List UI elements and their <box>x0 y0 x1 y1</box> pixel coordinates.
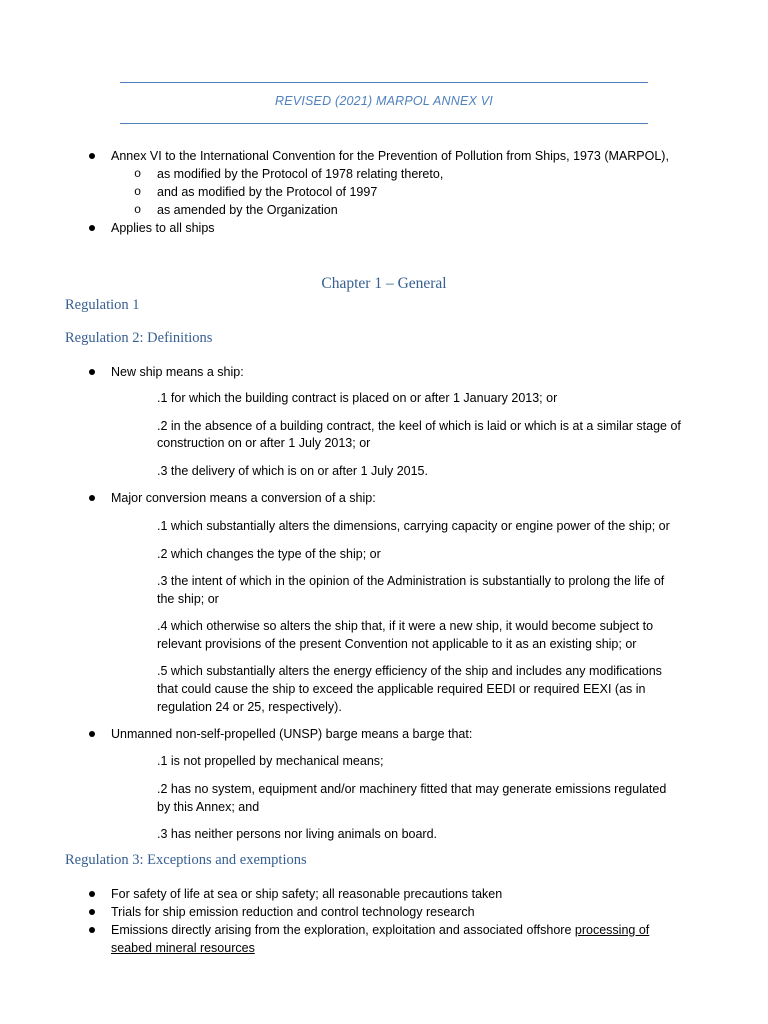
bullet-dot <box>89 153 95 159</box>
bullet-dot <box>89 909 95 915</box>
definition-item: .3 has neither persons nor living animals on board. <box>157 827 438 841</box>
bullet-dot <box>89 927 95 933</box>
definition-item: relevant provisions of the present Convention not applicable to it as an existing ship; or <box>157 637 637 651</box>
exception-item: Trials for ship emission reduction and control technology research <box>111 905 475 919</box>
definition-item: .2 in the absence of a building contract, the keel of which is laid or which is at a similar stage of <box>157 419 681 433</box>
definition-item: by this Annex; and <box>157 800 260 814</box>
sub-bullet-marker: o <box>134 185 142 199</box>
chapter-heading: Chapter 1 – General <box>321 275 447 292</box>
definition-item: .1 for which the building contract is placed on or after 1 January 2013; or <box>157 391 558 405</box>
definition-item: .2 has no system, equipment and/or machinery fitted that may generate emissions regulated <box>157 782 667 796</box>
intro-sub-item: as modified by the Protocol of 1978 relating thereto, <box>157 167 444 181</box>
bullet-dot <box>89 891 95 897</box>
intro-bullet-annex: Annex VI to the International Convention for the Prevention of Pollution from Ships, 1973 (MARPOL), <box>111 149 669 163</box>
regulation-1-heading: Regulation 1 <box>65 297 140 313</box>
exception-item-text: Emissions directly arising from the exploration, exploitation and associated offshore <box>111 923 575 937</box>
exception-link-text: processing of <box>574 923 650 937</box>
definition-item: .4 which otherwise so alters the ship that, if it were a new ship, it would become subject to <box>157 619 654 633</box>
definition-item: .3 the intent of which in the opinion of the Administration is substantially to prolong the life of <box>157 574 665 588</box>
header-top-rule <box>120 82 648 83</box>
definition-item: regulation 24 or 25, respectively). <box>157 700 342 714</box>
sub-bullet-marker: o <box>134 203 142 217</box>
regulation-2-heading: Regulation 2: Definitions <box>65 330 213 346</box>
intro-bullet-applies: Applies to all ships <box>111 221 215 235</box>
bullet-dot <box>89 495 95 501</box>
definition-item: construction on or after 1 July 2013; or <box>157 436 371 450</box>
document-title: REVISED (2021) MARPOL ANNEX VI <box>275 94 493 108</box>
sub-bullet-marker: o <box>134 167 142 181</box>
definition-new-ship: New ship means a ship: <box>111 365 244 379</box>
bullet-dot <box>89 225 95 231</box>
definition-item: .2 which changes the type of the ship; or <box>157 547 381 561</box>
definition-item: .1 is not propelled by mechanical means; <box>157 754 384 768</box>
definition-item: .5 which substantially alters the energy efficiency of the ship and includes any modifications <box>157 664 662 678</box>
exception-item: For safety of life at sea or ship safety; all reasonable precautions taken <box>111 887 503 901</box>
regulation-3-heading: Regulation 3: Exceptions and exemptions <box>65 852 307 868</box>
exception-link-text: seabed mineral resources <box>111 941 255 955</box>
exception-item-offshore <box>111 921 649 939</box>
intro-sub-item: as amended by the Organization <box>157 203 338 217</box>
definition-item: .3 the delivery of which is on or after 1 July 2015. <box>157 464 428 478</box>
definition-major-conversion: Major conversion means a conversion of a ship: <box>111 491 376 505</box>
bullet-dot <box>89 369 95 375</box>
bullet-dot <box>89 731 95 737</box>
definition-item: the ship; or <box>157 592 219 606</box>
header-bottom-rule <box>120 123 648 124</box>
definition-item: .1 which substantially alters the dimensions, carrying capacity or engine power of the ship; or <box>157 519 670 533</box>
definition-unsp-barge: Unmanned non-self-propelled (UNSP) barge means a barge that: <box>111 727 473 741</box>
definition-item: that could cause the ship to exceed the applicable required EEDI or required EEXI (as in <box>157 682 646 696</box>
intro-sub-item: and as modified by the Protocol of 1997 <box>157 185 378 199</box>
